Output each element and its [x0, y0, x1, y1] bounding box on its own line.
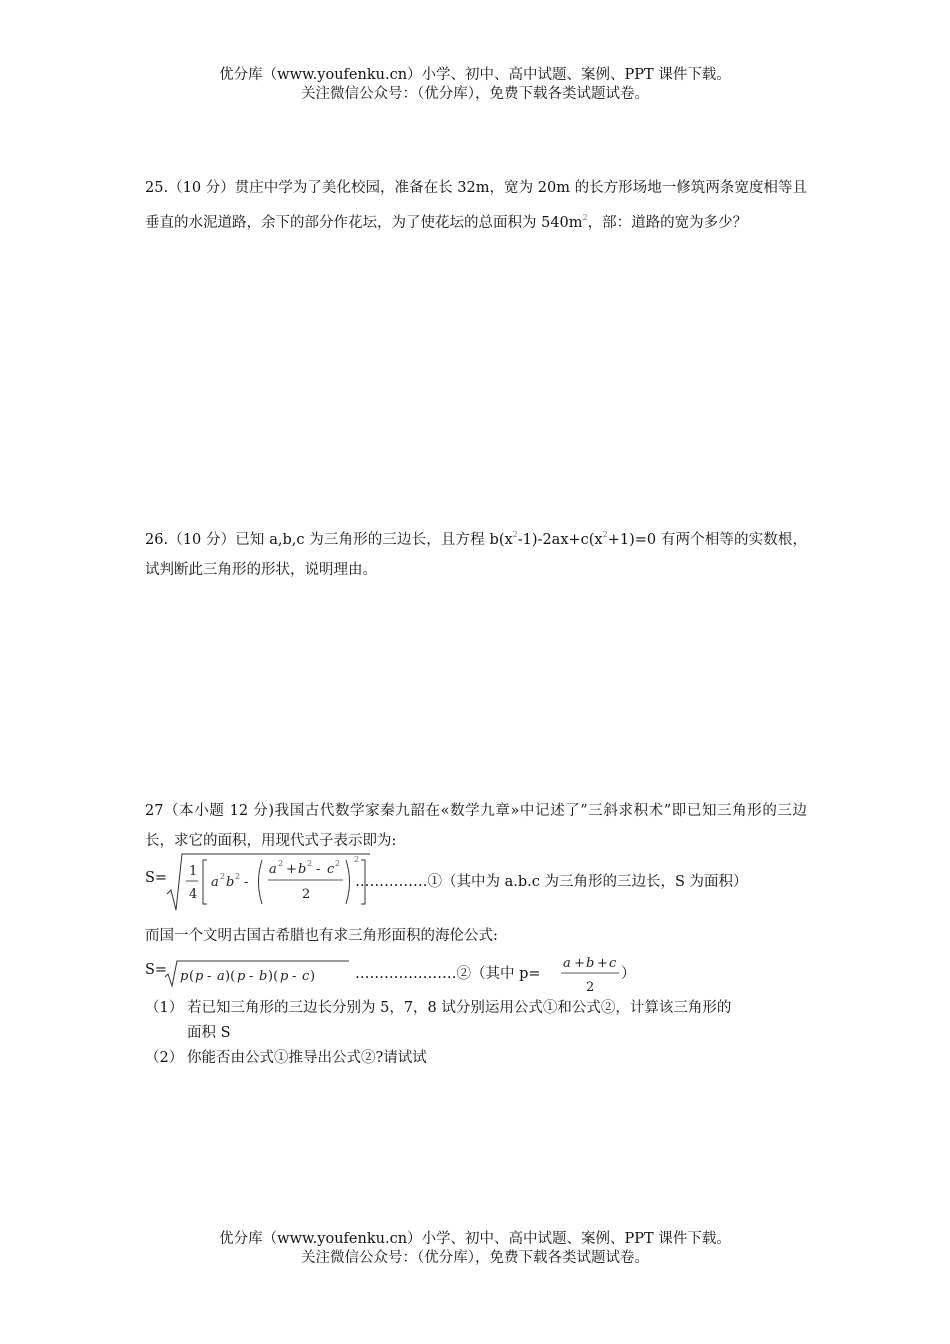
q25-text-a: 25.（10 分）贯庄中学为了美化校园，准备在长 32m，宽为 20m 的长方形场地一修筑两条宽度相等且垂直的水泥道路，余下的部分作花坛，为了使花坛的总面积为 540m [145, 180, 807, 231]
svg-text:2: 2 [278, 859, 284, 868]
sub-question-1 [145, 996, 807, 1046]
p-definition-graphic [559, 950, 627, 996]
svg-text:): ) [310, 969, 316, 984]
q26-superscript-2: 2 [602, 530, 608, 539]
page-footer [0, 1230, 950, 1268]
svg-text:a: a [211, 875, 219, 890]
svg-text:2: 2 [307, 859, 313, 868]
svg-text:-: - [292, 969, 297, 984]
sub-question-1-text-2: 面积 S [187, 1025, 231, 1041]
svg-text:c: c [609, 956, 617, 971]
page-header [0, 66, 950, 104]
q27-intro-text: 27（本小题 12 分)我国古代数学家秦九韶在«数学九章»中记述了”三斜求积术”即已知三角形的三边长，求它的面积，用现代式子表示即为: [145, 803, 807, 849]
svg-text:2: 2 [335, 859, 341, 868]
svg-text:p: p [237, 969, 246, 984]
svg-text:2: 2 [220, 872, 226, 881]
q26-text-b: -1)-2ax+c(x [517, 532, 603, 548]
svg-text:+: + [597, 956, 608, 971]
svg-text:p: p [280, 969, 289, 984]
svg-text:b: b [226, 875, 235, 890]
formula-2-graphic [163, 958, 353, 988]
question-25 [145, 173, 807, 238]
svg-text:-: - [244, 875, 249, 890]
svg-text:b: b [298, 862, 307, 877]
footer-line-1: 优分库（www.youfenku.cn）小学、初中、高中试题、案例、PPT 课件下载。 [219, 1231, 731, 1247]
formula-1-prefix: S= [145, 870, 168, 886]
svg-text:2: 2 [235, 872, 241, 881]
svg-text:4: 4 [189, 887, 198, 902]
svg-text:(: ( [189, 969, 195, 984]
question-26 [145, 520, 807, 585]
svg-text:)(: )( [268, 969, 279, 984]
q25-text-b: ，部：道路的宽为多少？ [587, 215, 748, 231]
heron-intro-line [145, 924, 498, 945]
svg-text:a: a [563, 956, 571, 971]
svg-text:b: b [586, 956, 595, 971]
formula-2-close: ） [621, 966, 636, 982]
sub-question-1-text: 若已知三角形的三边长分别为 5，7，8 试分别运用公式①和公式②，计算该三角形的 [187, 1000, 732, 1016]
svg-text:p: p [180, 969, 189, 984]
sub-question-2 [145, 1046, 807, 1071]
svg-text:2: 2 [302, 887, 311, 902]
q25-superscript: 2 [582, 213, 588, 222]
svg-text:2: 2 [354, 855, 360, 864]
q26-text-c: +1)=0 有两个相等的实数根，试判断此三角形的形状，说明理由。 [145, 532, 808, 578]
q26-text-a: 26.（10 分）已知 a,b,c 为三角形的三边长，且方程 b(x [145, 532, 513, 548]
formula-1-suffix: ……………①（其中为 a.b.c 为三角形的三边长，S 为面积） [355, 874, 748, 890]
svg-text:b: b [259, 969, 268, 984]
svg-text:-: - [316, 862, 321, 877]
sub-question-1-number: （1） [145, 1000, 184, 1016]
svg-text:)(: )( [225, 969, 236, 984]
svg-text:c: c [302, 969, 310, 984]
formula-2-prefix: S= [145, 962, 168, 978]
svg-text:a: a [269, 862, 277, 877]
formula-2-suffix: …………………②（其中 p= [355, 966, 541, 982]
header-line-2: 关注微信公众号：（优分库），免费下载各类试题试卷。 [301, 86, 649, 102]
svg-text:+: + [286, 862, 297, 877]
sub-question-2-text: 你能否由公式①推导出公式②?请试试 [187, 1050, 427, 1066]
svg-text:-: - [249, 969, 254, 984]
q26-superscript-1: 2 [512, 530, 518, 539]
header-line-1: 优分库（www.youfenku.cn）小学、初中、高中试题、案例、PPT 课件下载。 [219, 67, 731, 83]
svg-text:c: c [327, 862, 335, 877]
footer-line-2: 关注微信公众号：（优分库），免费下载各类试题试卷。 [301, 1250, 649, 1266]
svg-text:+: + [574, 956, 585, 971]
svg-text:a: a [217, 969, 225, 984]
svg-text:p: p [195, 969, 204, 984]
formula-1-graphic [165, 850, 375, 914]
svg-text:-: - [207, 969, 212, 984]
sub-question-2-number: （2） [145, 1050, 184, 1066]
svg-text:1: 1 [189, 864, 198, 879]
svg-text:2: 2 [586, 980, 595, 995]
heron-intro-text: 而国一个文明古国古希腊也有求三角形面积的海伦公式: [145, 928, 498, 944]
question-27-intro [145, 796, 807, 856]
